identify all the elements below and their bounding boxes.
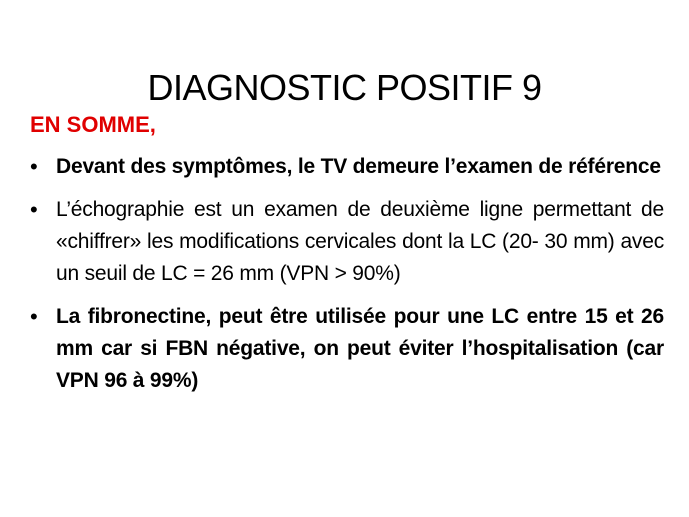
slide-content [30,109,664,408]
slide-title: DIAGNOSTIC POSITIF 9 [147,67,542,109]
section-heading: EN SOMME, [30,112,156,137]
bullet-list [30,151,664,397]
bullet-item-fibronectine [30,301,664,397]
bullet-dot-icon: • [30,304,38,329]
bullet-item-symptoms [30,151,664,183]
bullet-item-echography [30,194,664,290]
bullet-text-symptoms: Devant des symptômes, le TV demeure l’examen de référence [56,155,661,178]
bullet-text-fibronectine: La fibronectine, peut être utilisée pour une LC entre 15 et 26 mm car si FBN négative, on peut éviter l’hospitalisation (car VPN 96 à 99%) [56,305,664,392]
bullet-dot-icon: • [30,154,38,179]
bullet-dot-icon: • [30,197,38,222]
bullet-text-echography: L’échographie est un examen de deuxième ligne permettant de «chiffrer» les modifications cervicales dont la LC (20- 30 mm) avec un seuil de LC = 26 mm (VPN > 90%) [56,198,664,285]
